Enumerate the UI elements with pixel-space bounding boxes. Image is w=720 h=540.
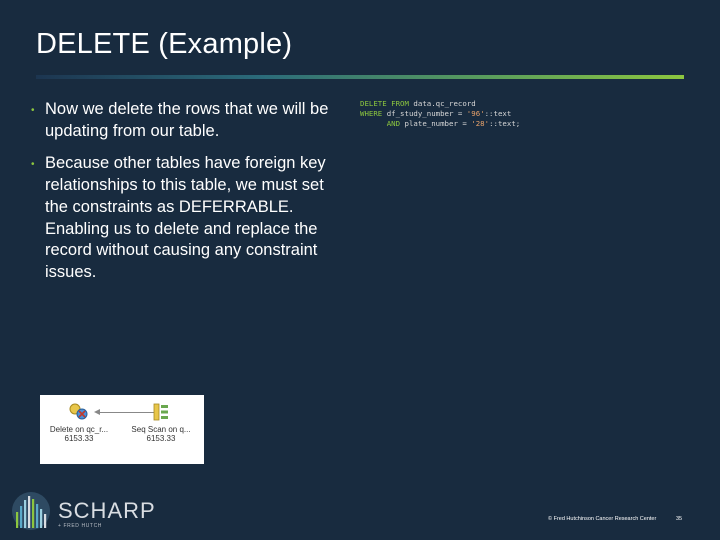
bullet-text: Because other tables have foreign key relationships to this table, we must set the constraints as DEFERRABLE. Enabling us to delete and replace the record without causing any constraint issues.	[45, 154, 326, 281]
scharp-logo-mark-icon	[10, 490, 54, 532]
sql-condition: df_study_number =	[386, 109, 467, 118]
plan-node-cost: 6153.33	[64, 434, 94, 443]
bullet-text: Now we delete the rows that we will be updating from our table.	[45, 100, 329, 140]
seq-scan-icon	[151, 403, 171, 421]
bullet-item	[31, 153, 331, 283]
sql-string: '96'	[466, 109, 485, 118]
bullet-glyph: •	[31, 159, 35, 171]
plan-node-seq-scan	[126, 403, 196, 443]
sql-cast: ::text;	[489, 119, 521, 128]
arrow-left-icon	[94, 409, 100, 415]
plan-node-delete	[44, 403, 114, 443]
logo-tagline: + FRED HUTCH	[58, 523, 103, 529]
sql-keyword: FROM	[391, 99, 409, 108]
plan-node-label: Delete on qc_r...	[49, 425, 109, 434]
bullet-item	[31, 99, 331, 142]
footer-copyright: © Fred Hutchinson Cancer Research Center	[548, 516, 657, 522]
sql-string: '28'	[471, 119, 490, 128]
query-plan-diagram	[40, 395, 204, 464]
sql-table: data.qc_record	[413, 99, 476, 108]
slide-title: DELETE (Example)	[36, 28, 293, 60]
sql-code-block	[360, 99, 520, 129]
page-number: 35	[676, 516, 683, 522]
delete-icon	[69, 403, 89, 421]
title-divider	[36, 75, 684, 79]
plan-node-cost: 6153.33	[146, 434, 176, 443]
sql-cast: ::text	[484, 109, 512, 118]
plan-node-label: Seq Scan on q...	[131, 425, 191, 434]
sql-keyword: WHERE	[360, 109, 383, 118]
bullet-list	[31, 99, 331, 295]
sql-condition: plate_number =	[404, 119, 472, 128]
sql-keyword: DELETE	[360, 99, 387, 108]
bullet-glyph: •	[31, 105, 35, 116]
sql-keyword: AND	[386, 119, 401, 128]
logo-wordmark: SCHARP	[58, 498, 156, 523]
